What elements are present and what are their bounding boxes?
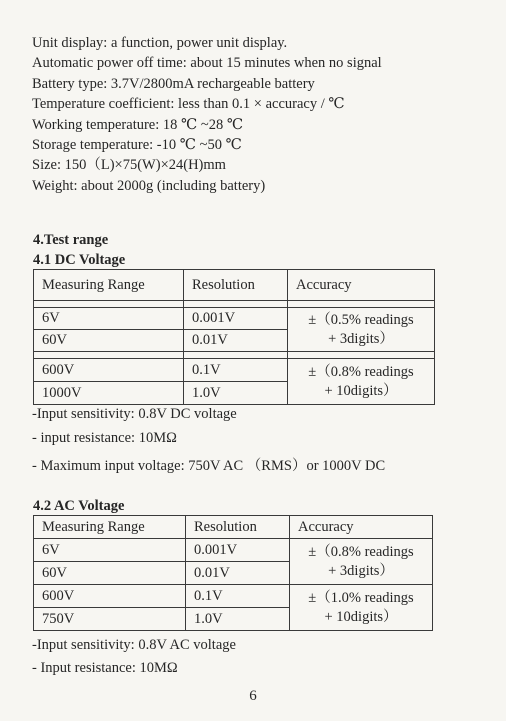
test-range-heading: 4.Test range bbox=[33, 232, 109, 248]
range-cell: 600V bbox=[34, 359, 184, 382]
resolution-cell: 1.0V bbox=[184, 382, 288, 405]
ac-input-resistance: - Input resistance: 10MΩ bbox=[32, 660, 178, 676]
header-resolution: Resolution bbox=[186, 516, 290, 539]
dc-input-resistance: - input resistance: 10MΩ bbox=[32, 430, 177, 446]
resolution-cell: 0.001V bbox=[184, 308, 288, 330]
spec-auto-power-off: Automatic power off time: about 15 minutes when no signal bbox=[32, 55, 382, 72]
header-measuring-range: Measuring Range bbox=[34, 270, 184, 301]
table-header-row bbox=[34, 516, 433, 539]
table-header-row bbox=[34, 270, 435, 301]
accuracy-line: + 10digits） bbox=[324, 382, 398, 399]
ac-voltage-table bbox=[33, 515, 433, 631]
range-cell: 600V bbox=[34, 585, 186, 608]
accuracy-line: + 10digits） bbox=[324, 608, 398, 625]
range-cell: 750V bbox=[34, 608, 186, 631]
accuracy-cell bbox=[290, 585, 433, 631]
resolution-cell: 1.0V bbox=[186, 608, 290, 631]
accuracy-line: ±（0.8% readings bbox=[308, 363, 414, 380]
range-cell: 6V bbox=[34, 539, 186, 562]
header-resolution: Resolution bbox=[184, 270, 288, 301]
accuracy-line: + 3digits） bbox=[328, 330, 394, 347]
spec-unit-display: Unit display: a function, power unit display. bbox=[32, 35, 288, 51]
table-row bbox=[34, 308, 435, 330]
page-number: 6 bbox=[249, 688, 257, 704]
accuracy-cell bbox=[288, 359, 435, 405]
range-cell: 1000V bbox=[34, 382, 184, 405]
range-cell: 60V bbox=[34, 330, 184, 352]
table-row bbox=[34, 359, 435, 382]
ac-input-sensitivity: -Input sensitivity: 0.8V AC voltage bbox=[32, 637, 236, 653]
accuracy-line: + 3digits） bbox=[328, 562, 394, 579]
table-row bbox=[34, 585, 433, 608]
range-cell: 60V bbox=[34, 562, 186, 585]
spec-battery-type: Battery type: 3.7V/2800mA rechargeable battery bbox=[32, 75, 315, 92]
header-accuracy: Accuracy bbox=[288, 270, 435, 301]
accuracy-cell bbox=[288, 308, 435, 352]
ac-voltage-heading: 4.2 AC Voltage bbox=[33, 498, 125, 514]
spec-weight: Weight: about 2000g (including battery) bbox=[32, 177, 266, 194]
dc-max-input-voltage: - Maximum input voltage: 750V AC （RMS）or 1000V DC bbox=[32, 458, 386, 474]
dc-input-sensitivity: -Input sensitivity: 0.8V DC voltage bbox=[32, 406, 237, 422]
specification-list bbox=[32, 33, 492, 196]
dc-voltage-heading: 4.1 DC Voltage bbox=[33, 252, 126, 268]
resolution-cell: 0.01V bbox=[184, 330, 288, 352]
dc-voltage-table bbox=[33, 269, 435, 405]
accuracy-line: ±（0.5% readings bbox=[308, 311, 414, 328]
resolution-cell: 0.01V bbox=[186, 562, 290, 585]
header-measuring-range: Measuring Range bbox=[34, 516, 186, 539]
spec-temperature-coefficient: Temperature coefficient: less than 0.1 × accuracy / ℃ bbox=[32, 96, 345, 113]
spec-size: Size: 150（L)×75(W)×24(H)mm bbox=[32, 157, 226, 174]
accuracy-line: ±（0.8% readings bbox=[308, 543, 414, 560]
range-cell: 6V bbox=[34, 308, 184, 330]
spec-working-temperature: Working temperature: 18 ℃ ~28 ℃ bbox=[32, 116, 244, 133]
accuracy-line: ±（1.0% readings bbox=[308, 589, 414, 606]
resolution-cell: 0.1V bbox=[186, 585, 290, 608]
accuracy-cell bbox=[290, 539, 433, 585]
spec-storage-temperature: Storage temperature: -10 ℃ ~50 ℃ bbox=[32, 137, 242, 154]
resolution-cell: 0.1V bbox=[184, 359, 288, 382]
header-accuracy: Accuracy bbox=[290, 516, 433, 539]
table-row bbox=[34, 539, 433, 562]
resolution-cell: 0.001V bbox=[186, 539, 290, 562]
